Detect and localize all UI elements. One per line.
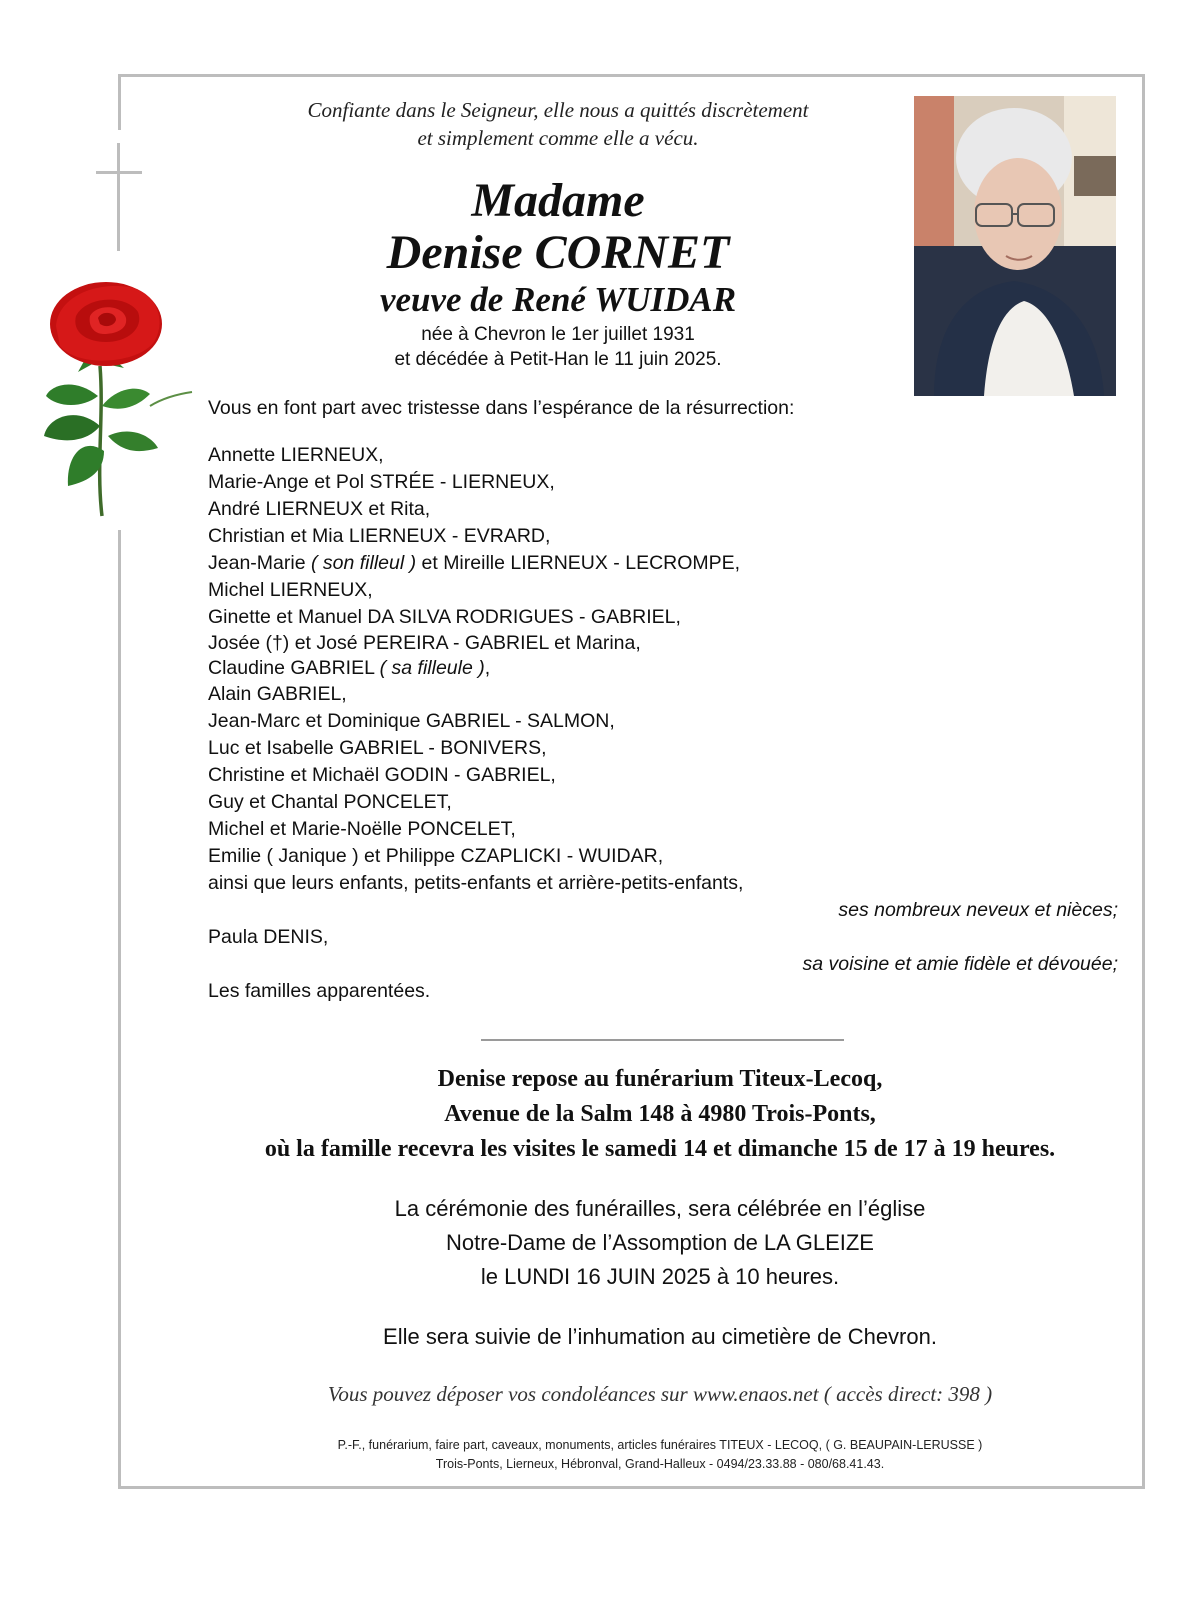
family-entry: Alain GABRIEL,	[208, 683, 347, 705]
funerarium-address: Avenue de la Salm 148 à 4980 Trois-Ponts,	[444, 1101, 876, 1127]
death-line: et décédée à Petit-Han le 11 juin 2025.	[394, 349, 722, 370]
funerarium-info	[150, 1062, 1170, 1167]
portrait-photo	[914, 96, 1116, 396]
frame-top-border	[118, 74, 1145, 77]
family-entry	[208, 656, 1118, 681]
visiting-hours: où la famille recevra les visites le samedi 14 et dimanche 15 de 17 à 19 heures.	[264, 1136, 1056, 1162]
family-entry	[208, 550, 1118, 577]
family-entry: Les familles apparentées.	[208, 980, 431, 1002]
inhumation-info: Elle sera suivie de l’inhumation au cimetière de Chevron.	[383, 1324, 937, 1349]
family-entry-note: ( son filleul )	[310, 552, 417, 574]
family-entry: Luc et Isabelle GABRIEL - BONIVERS,	[208, 737, 547, 759]
frame-left-border	[118, 74, 121, 130]
family-entry: Christian et Mia LIERNEUX - EVRARD,	[208, 525, 551, 547]
family-entry: Ginette et Manuel DA SILVA RODRIGUES - GABRIEL,	[208, 606, 681, 628]
frame-left-border	[118, 530, 121, 1489]
quote	[240, 96, 876, 152]
footer-line: P.-F., funérarium, faire part, caveaux, monuments, articles funéraires TITEUX - LECOQ, ( G. BEAUPAIN-LERUSSE )	[337, 1438, 983, 1452]
deceased-name: Denise CORNET	[386, 226, 730, 279]
frame-bottom-border	[118, 1486, 1145, 1489]
cross-icon	[96, 143, 142, 251]
condolences-note: Vous pouvez déposer vos condoléances sur www.enaos.net ( accès direct: 398 )	[327, 1382, 993, 1406]
divider	[481, 1039, 844, 1041]
family-entry: Michel et Marie-Noëlle PONCELET,	[208, 818, 516, 840]
family-entry: Michel LIERNEUX,	[208, 579, 373, 601]
rose-icon	[38, 276, 198, 526]
ceremony-church: Notre-Dame de l’Assomption de LA GLEIZE	[446, 1230, 874, 1255]
family-entry: Marie-Ange et Pol STRÉE - LIERNEUX,	[208, 471, 555, 493]
ceremony-line: La cérémonie des funérailles, sera célébrée en l’église	[394, 1196, 926, 1221]
birth-line: née à Chevron le 1er juillet 1931	[421, 324, 695, 345]
family-entry-relation: ses nombreux neveux et nièces;	[838, 899, 1118, 921]
ceremony-info	[150, 1192, 1170, 1294]
family-entry-text: Jean-Marie	[208, 552, 311, 574]
family-entry: Paula DENIS,	[208, 926, 329, 948]
family-list	[208, 442, 1118, 1005]
spouse-line: veuve de René WUIDAR	[379, 280, 737, 319]
honorific: Madame	[471, 174, 645, 227]
family-entry: Emilie ( Janique ) et Philippe CZAPLICKI - WUIDAR,	[208, 845, 664, 867]
family-entry: ainsi que leurs enfants, petits-enfants et arrière-petits-enfants,	[208, 872, 744, 894]
family-entry-text: Claudine GABRIEL	[208, 657, 380, 679]
family-entry-text: et Mireille LIERNEUX - LECROMPE,	[416, 552, 741, 574]
family-entry: Annette LIERNEUX,	[208, 444, 384, 466]
family-entry: Christine et Michaël GODIN - GABRIEL,	[208, 764, 556, 786]
announcement-intro: Vous en font part avec tristesse dans l’espérance de la résurrection:	[208, 397, 795, 419]
footer-line: Trois-Ponts, Lierneux, Hébronval, Grand-Halleux - 0494/23.33.88 - 080/68.41.43.	[435, 1457, 885, 1471]
family-entry: Guy et Chantal PONCELET,	[208, 791, 452, 813]
family-entry: Jean-Marc et Dominique GABRIEL - SALMON,	[208, 710, 615, 732]
ceremony-date: le LUNDI 16 JUIN 2025 à 10 heures.	[480, 1264, 840, 1289]
family-entry-relation: sa voisine et amie fidèle et dévouée;	[802, 953, 1118, 975]
quote-line: et simplement comme elle a vécu.	[417, 126, 699, 150]
quote-line: Confiante dans le Seigneur, elle nous a quittés discrètement	[307, 98, 809, 122]
funeral-home-footer	[150, 1436, 1170, 1474]
family-entry: Josée (†) et José PEREIRA - GABRIEL et Marina,	[208, 632, 641, 654]
family-entry: André LIERNEUX et Rita,	[208, 498, 431, 520]
funerarium-line: Denise repose au funérarium Titeux-Lecoq,	[437, 1066, 883, 1092]
family-entry-text: ,	[484, 657, 491, 679]
family-entry-note: ( sa filleule )	[379, 657, 485, 679]
